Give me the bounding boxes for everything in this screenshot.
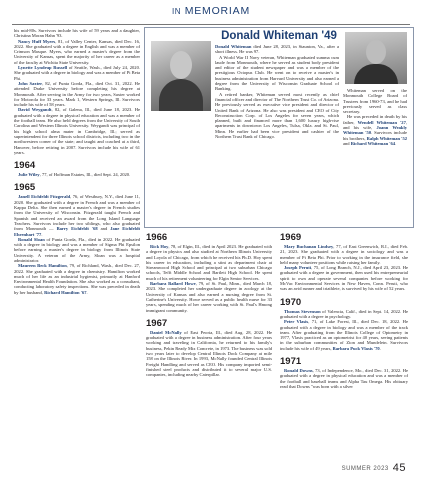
obit-entry: Julie Wiley, 77, of Hoffman Estates, Ill., died Sept. 24, 2020. (18, 172, 131, 178)
obit-name: Janell Eichfeldt Fitzgerald (18, 194, 71, 200)
section-prefix: IN (171, 7, 181, 16)
obit-name: Maureen Beck Hamilton (18, 263, 67, 269)
obit-entry: Janell Eichfeldt Fitzgerald, 76, of Westbury, N.Y., died June 11, 2020. She graduated with a degree in French and was a member of Kappa Delta. She then earned a master's degree in French studies from the University of Wisconsin. Fitzgerald taught French and Spanish and received an award from the Long Island Language Teachers. Survivors include her two siblings, who also graduated from Monmouth — Barry Eichfeldt '68 and Jane Eichfeldt Ehrenhart '77. (14, 194, 140, 237)
feature-box (144, 27, 414, 228)
obit-name: Nancy Huff Myers (18, 38, 56, 44)
class-year-heading: 1964 (14, 160, 36, 172)
class-year-heading: 1969 (280, 232, 302, 243)
class-year-heading: 1965 (14, 182, 36, 194)
column-right (280, 232, 408, 389)
portrait-photo-young (151, 41, 211, 111)
obit-entry: David Weygandt, 82, of Galena, Ill., died June 18, 2023. He graduated with a degree in physical education and was a member of the football team. He also held degrees from the University of South Carolina and Western Illinois University. Weygandt was principal of his high school alma mater in Cambridge, Ill.; served as superintendent for three Illinois school districts, including two in the northwestern corner of the state; and taught and coached at a third, Hanover, before retiring in 2007. Survivors include his wife of 61 years. (14, 107, 140, 155)
obit-name: Lynette Lyndrup Russell (18, 65, 68, 71)
class-year-heading: 1967 (146, 317, 168, 329)
obit-name: Ronald Downs (284, 368, 313, 374)
feature-paragraph: Donald Whiteman died June 28, 2023, in Staunton, Va., after a short illness. He was 97. (215, 44, 339, 55)
obit-name: Ronald Sloan (18, 236, 45, 242)
obit-entry: Ronald Sloan of Punta Gorda, Fla., died in 2022. He graduated with a degree in biology and was a member of Sigma Phi Epsilon before earning a master's degree in biology from Illinois State University. A veteran of the Army, Sloan was a hospital administrator. (14, 236, 141, 263)
obit-name: David Weygandt (18, 107, 52, 113)
obit-intro: his mid-80s. Survivors include his wife of 59 years and a daughter, Christina Moran Hahn '93. (14, 28, 140, 39)
header-rule (12, 24, 410, 25)
feature-paragraph: Whiteman served on the Monmouth College Board of Trustees from 1960-73, and he had previously served as class secretary. (343, 88, 407, 115)
obit-entry: Daniel McNally of East Peoria, Ill., died Aug. 28, 2022. He graduated with a degree in business administration. After four years working and traveling in California, he returned to his family's business, Pekin Ready Mix Concrete, in 1973. The business was sold two years later to develop Central Illinois Dock Company at mile 158 on the Illinois River. In 1993, McNally founded Central Illinois Freight Handling and served as CEO. His company imported semi-finished steel products and distributed it to several major U.S. companies, including nearby Caterpillar. (146, 329, 272, 378)
obit-name: Rick Hoy (150, 244, 169, 249)
obit-entry: Peter Vlasis, 71, of Lake Forest, Ill., died Dec. 18, 2022. He graduated with a degree in biology and was a member of the track team. After graduating from the Illinois College of Optometry in 1977, Vlasis practiced as an optometrist for 40 years, seeing patients in the suburban communities of Zion and Mundelein. Survivors include his wife of 49 years, Barbara Puck Vlasis '70. (280, 319, 408, 351)
obit-entry: Joseph Peruti, 75, of Long Branch, N.J., died April 23, 2023. He graduated with a degree in government, then used his entrepreneurial spirit to own and operate several companies before working for McVac Environmental Services in New Haven, Conn. Peruti, who was an avid runner and triathlete, is survived by his wife of 52 years. (280, 265, 408, 292)
feature-title: Donald Whiteman '49 (221, 30, 337, 42)
section-header (0, 0, 422, 23)
obit-entry: Nancy Huff Myers, 81, of Valley Center, Kansas, died Dec. 16, 2022. She graduated with a degree in English and was a member of Crimson Masque. Myers, who earned a master's degree from the University of Kansas, spent the majority of her career as a member of the faculty at Wichita State University. (14, 38, 140, 65)
obit-entry: Maureen Beck Hamilton, 79, of Richland, Wash., died Dec. 27, 2022. She graduated with a degree in chemistry. Hamilton worked much of her life as an industrial hygienist, primarily at Hanford Environmental Health Foundation. She also worked as a consultant, conducting laboratory safety inspections. She was preceded in death by her husband, Richard Hamilton '67. (14, 263, 140, 295)
feature-paragraph: A retired banker, Whiteman served most recently as chief financial officer and director of The Northern Trust Co. of Arizona. He previously served as executive vice president and director of United Bank of Arizona. He also was president and CEO of City Reconstruction Corp. of Los Angeles for seven years, which planned, built and financed more than 1,600 luxury high-rise apartments in downtown Los Angeles, Tulsa, Okla. and St. Paul, Minn. He earlier had been vice president and cashier of the Northern Trust Bank of Chicago. (215, 91, 339, 140)
obit-name: Peter Vlasis (284, 319, 309, 325)
obit-name: Barbara Ballard Howe (150, 281, 196, 287)
portrait-photo-older (345, 32, 407, 84)
feature-paragraph: He was preceded in death by his father, Wendell Whiteman '27, and his wife, Joann Weakly Whiteman '50. Survivors include his brothers, Ralph Whiteman '52 and Richard Whiteman '64. (343, 114, 407, 146)
obit-name: Joseph Peruti (284, 265, 312, 271)
obit-name: John Saxter (18, 80, 43, 86)
obit-name: Mary Buchanan Lindsey (284, 244, 334, 249)
obit-name: Thomas Stevenson (284, 308, 321, 314)
obit-name: Julie Wiley (18, 172, 40, 178)
obit-entry: Thomas Stevenson of Valencia, Calif., died in Sept. 14, 2022. He graduated with a degree in psychology. (280, 308, 408, 319)
feature-paragraph: A World War II Navy veteran, Whiteman graduated summa cum laude from Monmouth, where he served as student body president and editor of the student newspaper and was a member of the prestigious Octopus Club. He went on to receive a master's in business administration from Harvard University and also earned a degree from the University of Wisconsin Graduate School of Banking. (215, 54, 339, 92)
column-left (14, 28, 140, 295)
class-year-heading: 1970 (280, 296, 302, 308)
obit-entry: Lynette Lyndrup Russell of Seattle, Wash., died July 24, 2020. She graduated with a degree in biology and was a member of Pi Beta Phi. (14, 65, 140, 81)
class-year-heading: 1971 (280, 356, 302, 368)
issue-label: SUMMER 2023 (341, 466, 389, 472)
feature-column-left (215, 44, 339, 139)
obit-entry: Rick Hoy, 78, of Elgin, Ill., died in April 2023. He graduated with a degree in physics and also studied at Northern Illinois University and Loyola of Chicago, from which he received his Ph.D. Hoy spent his career in education, including a stint as department chair at Streamwood High School and principal at two suburban Chicago schools, Tefft Middle School and Bartlett High School. He spent much of his retirement volunteering for Elgin Senior Services. (146, 244, 272, 281)
class-year-heading: 1966 (146, 232, 168, 243)
column-middle (146, 232, 272, 378)
section-title: MEMORIAM (184, 5, 251, 17)
obit-entry: Barbara Ballard Howe, 79, of St. Paul, Minn., died March 18, 2023. She completed her undergraduate degree in zoology at the University of Kansas and also earned a nursing degree from St. Catherine's University. Howe served as a public health nurse for 33 years, spending much of her career working with St. Paul's Hmong immigrant community. (146, 281, 272, 313)
obit-entry: Ronald Downs, 73, of Independence, Mo., died Dec. 31, 2022. He graduated with a degree in physical education and was a member of the football and baseball teams and Alpha Tau Omega. His obituary read that Downs "was born with a silver (280, 368, 408, 389)
obit-entry: Mary Buchanan Lindsey, 77, of East Greenwich, R.I., died Feb. 21, 2023. She graduated with a degree in sociology and was a member of Pi Beta Phi. Prior to working in the insurance field, she held many volunteer positions while raising her family. (280, 244, 408, 265)
obit-entry: John Saxter, 82, of Punta Gorda, Fla., died Oct. 31, 2022. He attended Drake University before completing his degree at Monmouth. After serving in the Army for two years, Saxter worked for Motorola for 33 years. Mark 1, Western Springs, Ill. Survivors include his wife of 58 years. (14, 80, 140, 108)
obit-name: Daniel McNally (150, 329, 182, 335)
page-footer (342, 462, 406, 474)
page-number: 45 (392, 462, 406, 474)
feature-column-right (343, 88, 407, 146)
